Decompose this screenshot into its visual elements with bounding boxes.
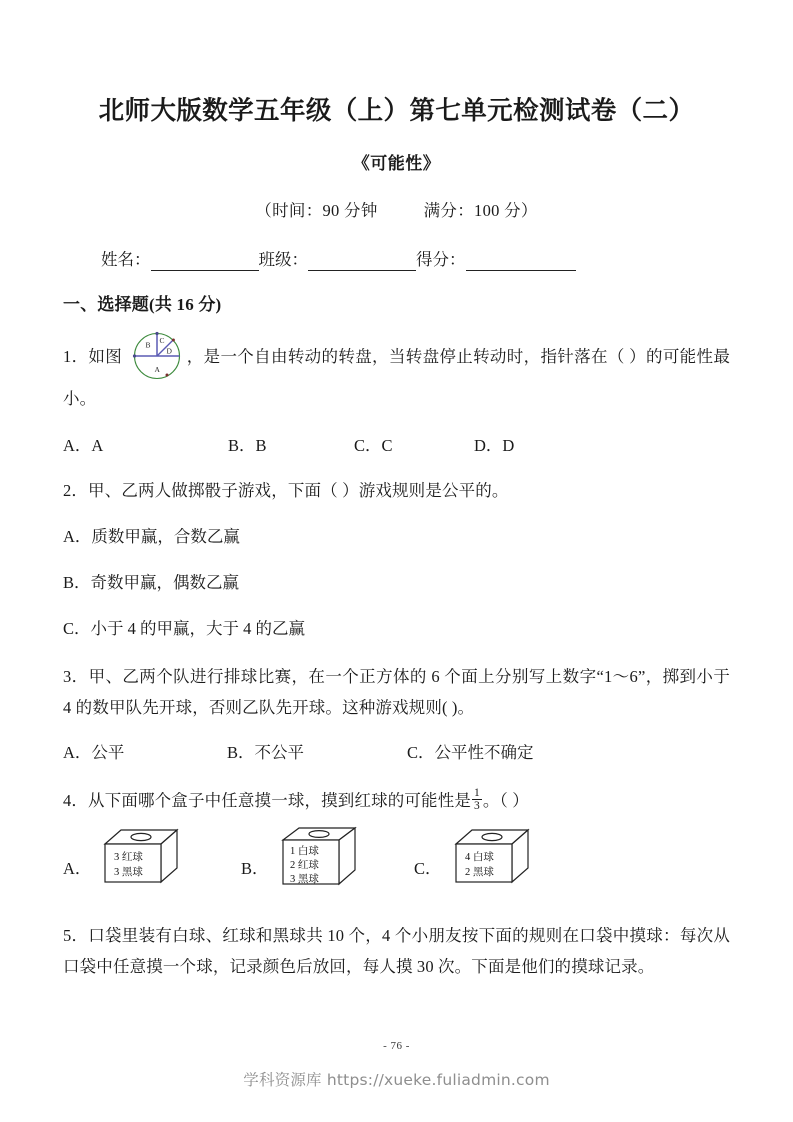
question-4-text-before: 4．从下面哪个盒子中任意摸一球，摸到红球的可能性是	[63, 790, 471, 810]
question-2-option-b[interactable]: B．奇数甲赢，偶数乙赢	[63, 572, 240, 592]
question-1-text-after: ，是一个自由转动的转盘，当转盘停止转动时，指针落在（ ）的可能性最小。	[63, 346, 730, 408]
spinner-figure	[129, 331, 185, 381]
spinner-label-C: C	[159, 335, 165, 345]
svg-text:3 黑球: 3 黑球	[114, 866, 144, 878]
question-1-text-before: 1．如图	[63, 346, 123, 366]
question-2-option-c[interactable]: C．小于 4 的甲赢，大于 4 的乙赢	[63, 618, 306, 638]
fraction-numerator: 1	[474, 787, 480, 800]
question-1-option-c[interactable]: C．C	[354, 435, 393, 455]
svg-text:1 白球: 1 白球	[289, 845, 319, 857]
question-2: 2．甲、乙两人做掷骰子游戏，下面（ ）游戏规则是公平的。	[63, 480, 509, 500]
fraction-denominator: 3	[474, 800, 480, 813]
spinner-point-top	[155, 331, 158, 334]
page-subtitle: 《可能性》	[352, 153, 441, 173]
question-4-option-b[interactable]	[241, 826, 359, 893]
class-blank[interactable]	[308, 269, 416, 271]
watermark: 学科资源库 https://xueke.fuliadmin.com	[243, 1071, 550, 1089]
svg-text:2 黑球: 2 黑球	[464, 866, 494, 878]
page-number: - 76 -	[383, 1040, 410, 1052]
question-1-option-b[interactable]: B．B	[228, 435, 267, 455]
name-field[interactable]	[101, 246, 259, 271]
question-4-option-a[interactable]	[63, 826, 181, 893]
question-1-option-a[interactable]: A．A	[63, 435, 104, 455]
question-3-option-c[interactable]: C．公平性不确定	[407, 742, 534, 762]
question-4-box-options	[63, 826, 730, 898]
question-3-options	[63, 739, 730, 767]
page-content	[63, 0, 730, 982]
svg-text:3 黑球: 3 黑球	[289, 873, 319, 885]
spinner-label-A: A	[154, 364, 160, 374]
ball-box-a-icon	[97, 826, 181, 893]
spinner-point-upper-right	[171, 338, 174, 341]
spinner-point-left	[132, 354, 135, 357]
question-3-option-a[interactable]: A．公平	[63, 742, 125, 762]
box-c-svg	[448, 826, 532, 888]
score-label: 得分：	[416, 249, 466, 269]
question-3: 3．甲、乙两个队进行排球比赛，在一个正方体的 6 个面上分别写上数字“1～6”，掷到小于 4 的数甲队先开球，否则乙队先开球。这种游戏规则( )。	[63, 666, 730, 717]
question-4-text-after: 。（ ）	[482, 790, 529, 810]
question-3-option-b[interactable]: B．不公平	[227, 742, 305, 762]
name-label: 姓名：	[101, 249, 151, 269]
svg-text:2 红球: 2 红球	[289, 859, 319, 871]
name-blank[interactable]	[151, 269, 259, 271]
question-1	[63, 333, 730, 414]
svg-text:4 白球: 4 白球	[464, 851, 494, 863]
svg-text:3 红球: 3 红球	[114, 851, 144, 863]
question-5: 5．口袋里装有白球、红球和黑球共 10 个，4 个小朋友按下面的规则在口袋中摸球：每次从口袋中任意摸一个球，记录颜色后放回，每人摸 30 次。下面是他们的摸球记录。	[63, 925, 730, 976]
ball-box-b-icon	[275, 826, 359, 893]
exam-meta	[63, 197, 730, 221]
score-blank[interactable]	[466, 269, 576, 271]
question-4-option-b-letter: B．	[241, 859, 269, 879]
page-title: 北师大版数学五年级（上）第七单元检测试卷（二）	[98, 96, 695, 125]
score-field[interactable]	[416, 246, 576, 271]
question-4-option-a-letter: A．	[63, 859, 92, 879]
question-2-option-a[interactable]: A．质数甲赢，合数乙赢	[63, 526, 240, 546]
fraction-one-third	[472, 787, 482, 813]
spinner-label-B: B	[145, 340, 151, 350]
question-1-options	[63, 430, 730, 458]
section-heading-choice: 一、选择题(共 16 分)	[63, 294, 222, 314]
question-4-option-c-letter: C．	[414, 859, 442, 879]
question-1-option-d[interactable]: D．D	[474, 435, 515, 455]
ball-box-c-icon	[448, 826, 532, 893]
spinner-svg	[129, 331, 185, 381]
spinner-point-lower-right	[165, 373, 168, 376]
exam-time: （时间：90 分钟	[255, 200, 378, 220]
spinner-label-D: D	[166, 346, 172, 356]
question-4-option-c[interactable]	[414, 826, 532, 893]
class-field[interactable]	[259, 246, 417, 271]
class-label: 班级：	[258, 249, 308, 269]
question-4	[63, 785, 730, 816]
exam-total-score: 满分：100 分）	[423, 200, 538, 220]
box-a-svg	[97, 826, 181, 888]
box-b-svg	[275, 826, 359, 888]
student-info-line	[63, 246, 730, 271]
